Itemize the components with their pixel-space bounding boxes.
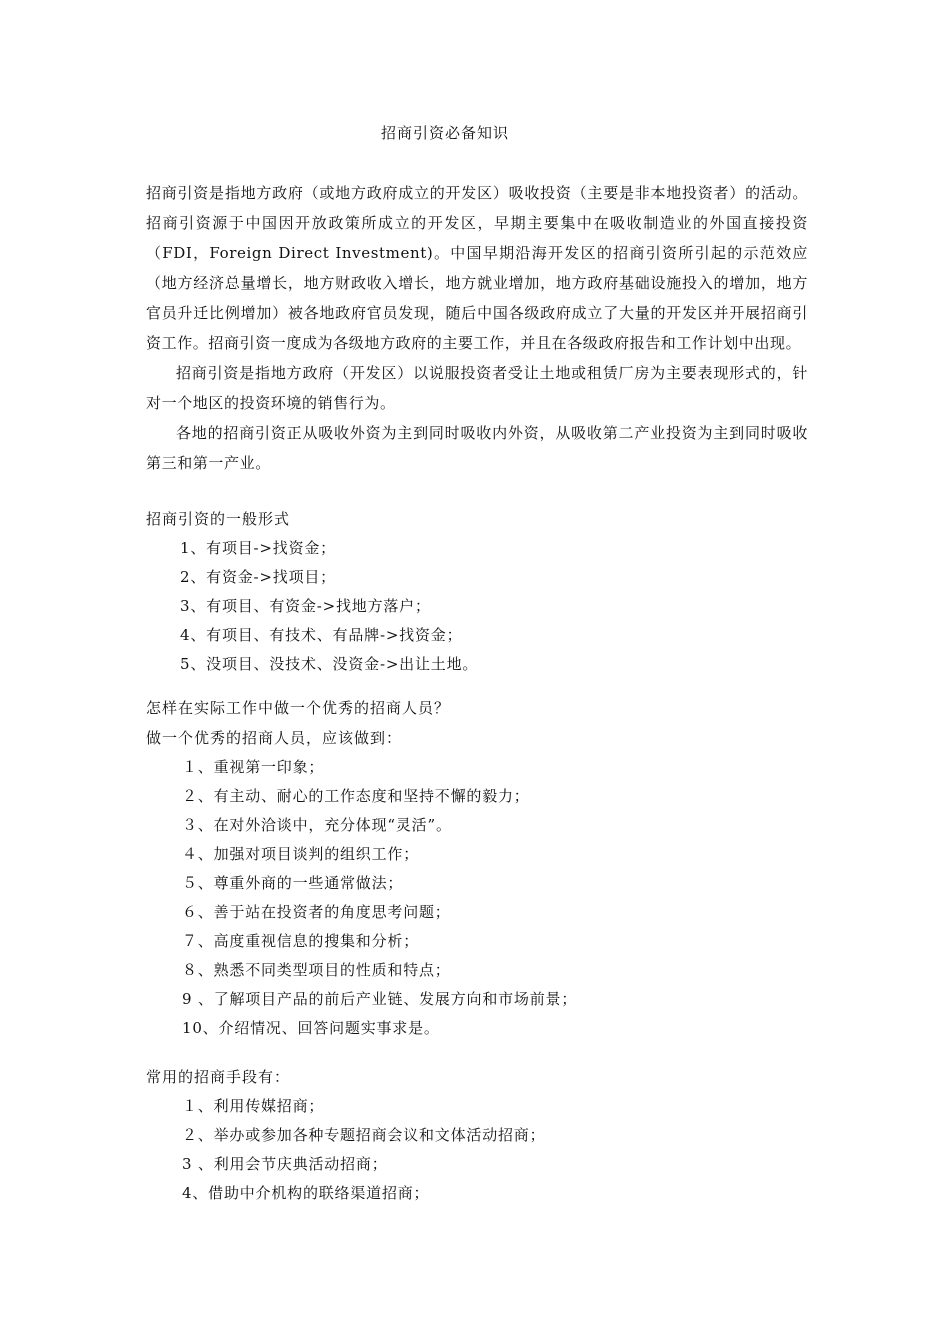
list-item: 10、介绍情况、回答问题实事求是。 (182, 1019, 440, 1037)
intro-paragraph-1: 招商引资是指地方政府（或地方政府成立的开发区）吸收投资（主要是非本地投资者）的活动。招商引资源于中国因开放政策所成立的开发区，早期主要集中在吸收制造业的外国直接投资（FDI，Foreign Direct Investment)。中国早期沿海开发区的招商引资所引起的示范效应（地方经济总量增长，地方财政收入增长，地方就业增加，地方政府基础设施投入的增加，地方官员升迁比例增加）被各地政府官员发现，随后中国各级政府成立了大量的开发区并开展招商引资工作。招商引资一度成为各级地方政府的主要工作，并且在各级政府报告和工作计划中出现。 (146, 184, 808, 352)
list-item: ４、加强对项目谈判的组织工作； (182, 845, 420, 863)
list-item: ８、熟悉不同类型项目的性质和特点； (182, 961, 451, 979)
list-item: 9 、了解项目产品的前后产业链、发展方向和市场前景； (182, 990, 578, 1008)
means-list (182, 1092, 545, 1208)
intro-section (146, 178, 808, 478)
list-item: ７、高度重视信息的搜集和分析； (182, 932, 420, 950)
list-item: ３、在对外洽谈中，充分体现“灵活”。 (182, 816, 452, 834)
intro-paragraph-2: 招商引资是指地方政府（开发区）以说服投资者受让土地或租赁厂房为主要表现形式的，针对一个地区的投资环境的销售行为。 (146, 364, 808, 412)
means-heading: 常用的招商手段有： (146, 1068, 291, 1086)
document-title: 招商引资必备知识 (380, 124, 509, 142)
list-item: ２、有主动、耐心的工作态度和坚持不懈的毅力； (182, 787, 530, 805)
list-item: 4、有项目、有技术、有品牌->找资金； (180, 626, 463, 644)
excellent-lead: 做一个优秀的招商人员，应该做到： (146, 729, 403, 747)
list-item: １、重视第一印象； (182, 758, 325, 776)
forms-list (180, 534, 478, 679)
list-item: 3 、利用会节庆典活动招商； (182, 1155, 388, 1173)
list-item: 4、借助中介机构的联络渠道招商； (182, 1184, 430, 1202)
intro-paragraph-3: 各地的招商引资正从吸收外资为主到同时吸收内外资，从吸收第二产业投资为主到同时吸收第三和第一产业。 (146, 424, 808, 472)
excellent-list (182, 753, 577, 1043)
list-item: ６、善于站在投资者的角度思考问题； (182, 903, 451, 921)
list-item: １、利用传媒招商； (182, 1097, 325, 1115)
list-item: 5、没项目、没技术、没资金->出让土地。 (180, 655, 479, 673)
list-item: 2、有资金->找项目； (180, 568, 336, 586)
list-item: 3、有项目、有资金->找地方落户； (180, 597, 431, 615)
list-item: ５、尊重外商的一些通常做法； (182, 874, 404, 892)
forms-heading: 招商引资的一般形式 (146, 510, 291, 528)
excellent-question: 怎样在实际工作中做一个优秀的招商人员？ (146, 699, 451, 717)
list-item: ２、举办或参加各种专题招商会议和文体活动招商； (182, 1126, 546, 1144)
list-item: 1、有项目->找资金； (180, 539, 336, 557)
